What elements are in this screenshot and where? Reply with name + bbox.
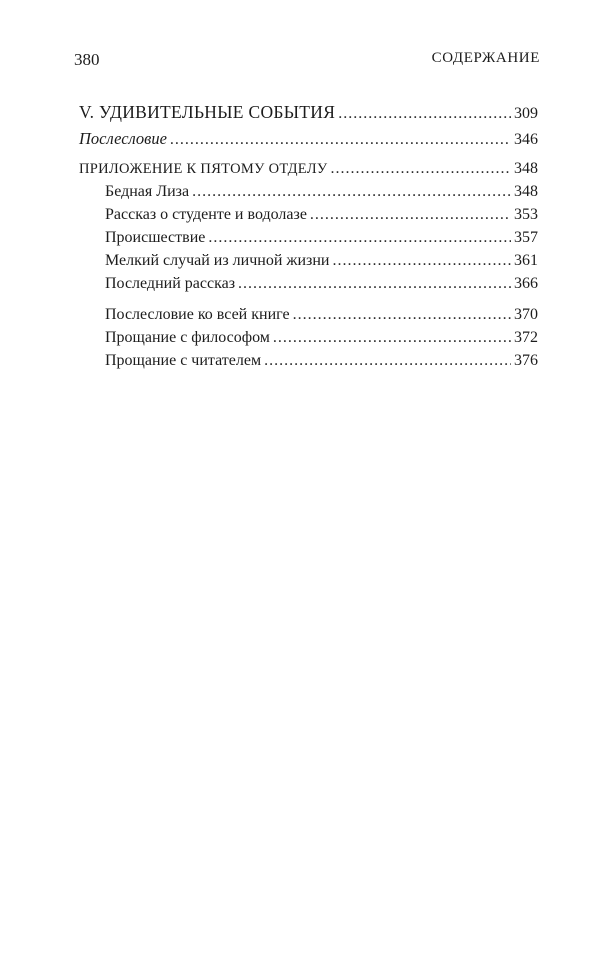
toc-entry-page: 376 [514, 352, 538, 369]
toc-entry-page: 346 [514, 131, 538, 148]
dot-leader [310, 206, 511, 224]
toc-entry-title: Рассказ о студенте и водолазе [105, 206, 307, 223]
toc-entry-page: 357 [514, 229, 538, 246]
dot-leader [332, 252, 511, 270]
toc-entry-page: 372 [514, 329, 538, 346]
dot-leader [338, 105, 511, 123]
toc-entry-part-v[interactable] [79, 102, 538, 124]
dot-leader [170, 131, 511, 149]
toc-entry-title: Происшествие [105, 229, 206, 246]
toc-entry-book-afterword[interactable] [105, 306, 538, 328]
toc-entry-title: Послесловие ко всей книге [105, 306, 290, 323]
toc-entry-title: Прощание с философом [105, 329, 270, 346]
toc-entry-minor-case[interactable] [105, 252, 538, 274]
toc-entry-page: 348 [514, 160, 538, 177]
toc-entry-title: V. УДИВИТЕЛЬНЫЕ СОБЫТИЯ [79, 102, 336, 122]
toc-entry-title: ПРИЛОЖЕНИЕ К ПЯТОМУ ОТДЕЛУ [79, 161, 328, 177]
toc-entry-page: 370 [514, 306, 538, 323]
toc-entry-page: 348 [514, 183, 538, 200]
toc-entry-farewell-philosopher[interactable] [105, 329, 538, 351]
toc-entry-page: 366 [514, 275, 538, 292]
dot-leader [273, 329, 511, 347]
toc-entry-farewell-reader[interactable] [105, 352, 538, 374]
dot-leader [238, 275, 511, 293]
dot-leader [264, 352, 511, 370]
page-number: 380 [74, 50, 100, 69]
toc-entry-title: Мелкий случай из личной жизни [105, 252, 330, 269]
toc-entry-poor-liza[interactable] [105, 183, 538, 205]
toc-entry-title: Прощание с читателем [105, 352, 262, 369]
toc-entry-page: 309 [514, 105, 538, 122]
dot-leader [293, 306, 511, 324]
toc-entry-afterword[interactable] [79, 129, 538, 151]
dot-leader [330, 160, 511, 178]
section-title: СОДЕРЖАНИЕ [431, 50, 540, 66]
toc-entry-student-diver[interactable] [105, 206, 538, 228]
toc-entry-appendix[interactable] [79, 160, 538, 182]
dot-leader [208, 229, 511, 247]
toc-entry-last-story[interactable] [105, 275, 538, 297]
toc-entry-title: Последний рассказ [105, 275, 236, 292]
toc-entry-title: Послесловие [79, 129, 167, 148]
dot-leader [192, 183, 511, 201]
toc-entry-page: 361 [514, 252, 538, 269]
toc-entry-title: Бедная Лиза [105, 183, 190, 200]
toc-entry-incident[interactable] [105, 229, 538, 251]
toc-entry-page: 353 [514, 206, 538, 223]
